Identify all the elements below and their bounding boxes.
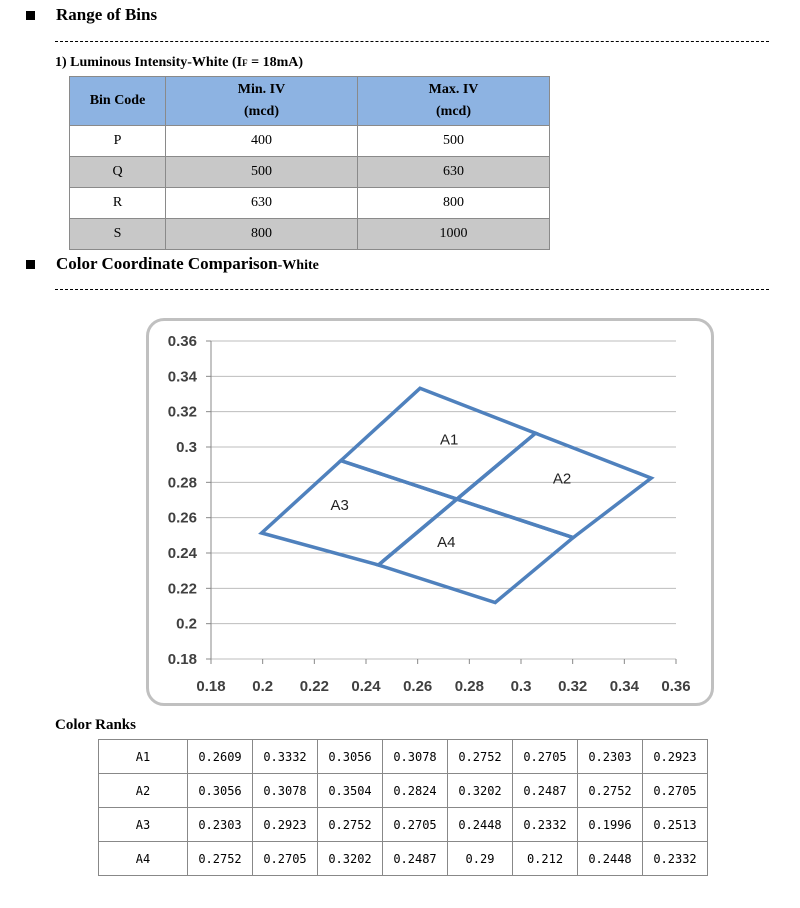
x-tick-label: 0.26 [403, 678, 433, 695]
y-tick-label: 0.34 [167, 368, 197, 386]
coordinate-cell: 0.2487 [383, 842, 448, 876]
y-tick-label: 0.28 [167, 474, 197, 492]
coordinate-cell: 0.2705 [253, 842, 318, 876]
coordinate-cell: 0.2752 [448, 740, 513, 774]
y-tick-label: 0.36 [167, 333, 197, 350]
y-tick-label: 0.24 [167, 545, 197, 562]
coordinate-cell: 0.3078 [383, 740, 448, 774]
coordinate-cell: 0.3056 [318, 740, 383, 774]
header-bin-code: Bin Code [70, 77, 166, 126]
max-iv-cell: 1000 [358, 219, 550, 250]
x-tick-label: 0.3 [510, 678, 532, 695]
bin-code-cell: S [70, 219, 166, 250]
x-tick-label: 0.24 [351, 678, 381, 695]
coordinate-cell: 0.2705 [383, 808, 448, 842]
bin-code-cell: R [70, 188, 166, 219]
coordinate-cell: 0.2303 [578, 740, 643, 774]
coordinate-cell: 0.3056 [188, 774, 253, 808]
coordinate-cell: 0.2303 [188, 808, 253, 842]
x-tick-label: 0.36 [661, 678, 691, 695]
rank-region-a3 [262, 461, 457, 565]
region-label: A4 [437, 533, 456, 551]
coordinate-cell: 0.2923 [253, 808, 318, 842]
range-of-bins-heading: Range of Bins [56, 5, 158, 24]
min-iv-cell: 500 [166, 157, 358, 188]
y-tick-label: 0.2 [176, 615, 197, 633]
y-tick-label: 0.22 [167, 580, 197, 598]
bin-code-cell: P [70, 126, 166, 157]
x-tick-label: 0.28 [454, 678, 484, 695]
x-tick-label: 0.22 [299, 678, 329, 695]
coordinate-cell: 0.2705 [643, 774, 708, 808]
max-iv-cell: 500 [358, 126, 550, 157]
region-label: A3 [330, 497, 349, 515]
coordinate-cell: 0.2448 [578, 842, 643, 876]
y-tick-label: 0.18 [167, 651, 197, 668]
coordinate-cell: 0.1996 [578, 808, 643, 842]
bin-code-cell: Q [70, 157, 166, 188]
coordinate-cell: 0.212 [513, 842, 578, 876]
x-tick-label: 0.18 [196, 678, 226, 695]
coordinate-cell: 0.2923 [643, 740, 708, 774]
rank-label-cell: A2 [99, 774, 188, 808]
coordinate-cell: 0.2487 [513, 774, 578, 808]
coordinate-cell: 0.2752 [318, 808, 383, 842]
x-tick-label: 0.32 [558, 678, 588, 695]
table-row [99, 740, 708, 774]
x-tick-label: 0.2 [252, 678, 274, 695]
y-tick-label: 0.3 [176, 439, 197, 456]
luminous-intensity-subheading: 1) Luminous Intensity-White (IF = 18mA) [55, 55, 304, 70]
coordinate-cell: 0.2824 [383, 774, 448, 808]
coordinate-cell: 0.2752 [188, 842, 253, 876]
color-ranks-table [98, 739, 708, 876]
coordinate-cell: 0.3332 [253, 740, 318, 774]
table-row [99, 808, 708, 842]
header-max-iv: Max. IV (mcd) [358, 77, 550, 126]
color-ranks-heading: Color Ranks [55, 717, 136, 733]
max-iv-cell: 800 [358, 188, 550, 219]
rank-label-cell: A1 [99, 740, 188, 774]
y-tick-label: 0.32 [167, 403, 197, 421]
coordinate-cell: 0.2448 [448, 808, 513, 842]
min-iv-cell: 800 [166, 219, 358, 250]
table-row [99, 842, 708, 876]
rank-label-cell: A3 [99, 808, 188, 842]
coordinate-cell: 0.2609 [188, 740, 253, 774]
coordinate-cell: 0.3202 [448, 774, 513, 808]
region-label: A2 [552, 470, 572, 488]
color-coordinate-heading: Color Coordinate Comparison-White [56, 254, 319, 273]
coordinate-cell: 0.3078 [253, 774, 318, 808]
rank-label-cell: A4 [99, 842, 188, 876]
coordinate-cell: 0.2752 [578, 774, 643, 808]
region-label: A1 [440, 431, 459, 449]
coordinate-cell: 0.3504 [318, 774, 383, 808]
coordinate-cell: 0.2513 [643, 808, 708, 842]
coordinate-cell: 0.29 [448, 842, 513, 876]
table-row [99, 774, 708, 808]
x-tick-label: 0.34 [609, 678, 639, 695]
min-iv-cell: 400 [166, 126, 358, 157]
rank-region-a4 [378, 499, 573, 602]
header-min-iv: Min. IV (mcd) [166, 77, 358, 126]
max-iv-cell: 630 [358, 157, 550, 188]
min-iv-cell: 630 [166, 188, 358, 219]
coordinate-cell: 0.3202 [318, 842, 383, 876]
coordinate-cell: 0.2332 [513, 808, 578, 842]
coordinate-cell: 0.2332 [643, 842, 708, 876]
coordinate-cell: 0.2705 [513, 740, 578, 774]
y-tick-label: 0.26 [167, 509, 197, 527]
